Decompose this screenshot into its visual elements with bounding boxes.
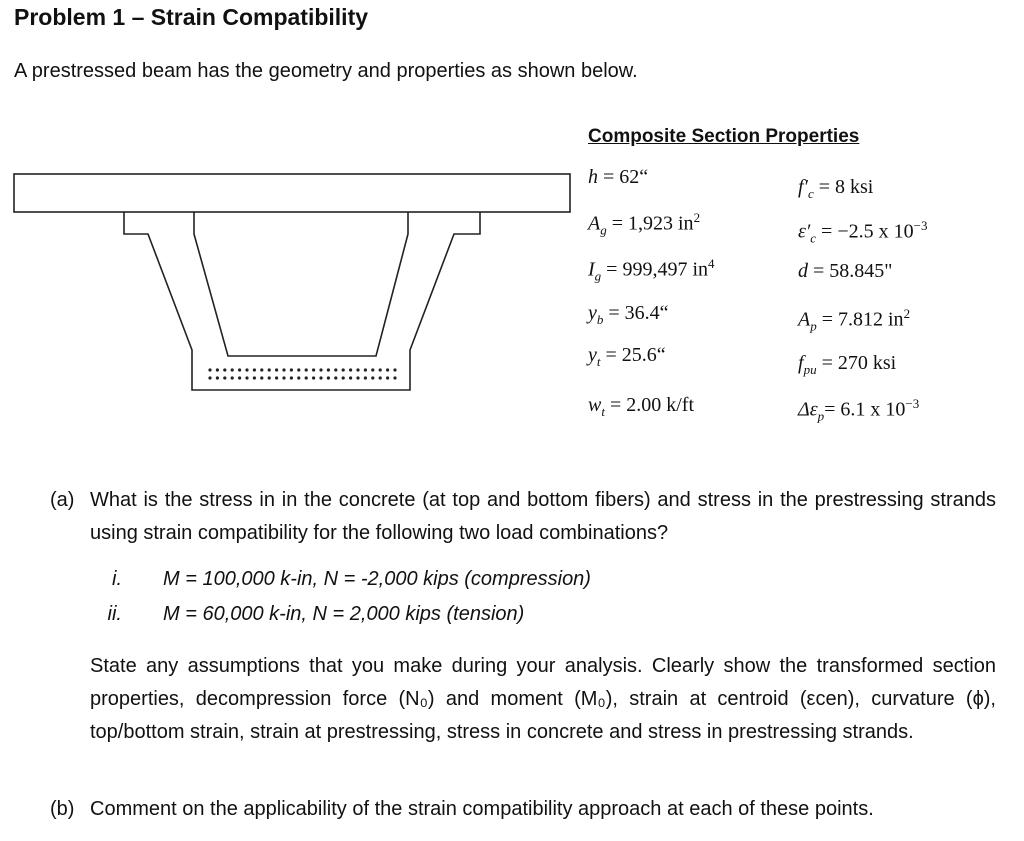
strand [238, 368, 241, 371]
strand [305, 376, 308, 379]
strand [268, 368, 271, 371]
strand [349, 368, 352, 371]
strand [312, 368, 315, 371]
strand [223, 368, 226, 371]
strand [356, 368, 359, 371]
part-a-label: (a) [50, 489, 75, 511]
strand [305, 368, 308, 371]
girder-void [194, 212, 408, 356]
strand [327, 376, 330, 379]
girder-outline-left [124, 212, 312, 390]
beam-cross-section [12, 170, 572, 400]
strand [371, 376, 374, 379]
strand [386, 376, 389, 379]
strand [253, 368, 256, 371]
case-2-text: M = 60,000 k-in, N = 2,000 kips (tension) [163, 603, 525, 625]
strand [238, 376, 241, 379]
strand [393, 368, 396, 371]
prestressing-strands [208, 368, 396, 379]
strand [342, 368, 345, 371]
part-b-question: Comment on the applicability of the strain compatibility approach at each of these points. [90, 798, 874, 820]
strand [297, 368, 300, 371]
property-right-1: $\varepsilon'_c = -2.5$ x $10^{-3}$ [798, 218, 928, 246]
property-right-5: $\Delta\varepsilon_p= 6.1$ x $10^{-3}$ [798, 396, 920, 424]
property-left-4: $y_t$ = 25.6“ [588, 344, 666, 369]
strand [342, 376, 345, 379]
strand [356, 376, 359, 379]
case-1-text: M = 100,000 k-in, N = -2,000 kips (compression) [163, 568, 591, 590]
property-left-2: $I_g = 999,497$ $in^4$ [588, 256, 715, 284]
strand [275, 376, 278, 379]
strand [393, 376, 396, 379]
property-left-3: $y_b$ = 36.4“ [588, 302, 669, 327]
property-left-0: h = 62“ [588, 166, 649, 188]
property-left-1: $A_g = 1,923$ $in^2$ [588, 210, 701, 238]
strand [327, 368, 330, 371]
strand [386, 368, 389, 371]
part-a [50, 484, 996, 550]
strand [223, 376, 226, 379]
problem-heading: Problem 1 – Strain Compatibility [14, 4, 369, 30]
strand [297, 376, 300, 379]
strand [319, 368, 322, 371]
strand [253, 376, 256, 379]
strand [231, 376, 234, 379]
properties-title: Composite Section Properties [588, 126, 860, 147]
strand [282, 376, 285, 379]
strand [216, 376, 219, 379]
strand [334, 376, 337, 379]
property-right-0: $f'_c = 8$ ksi [798, 176, 874, 201]
case-1-number: i. [112, 568, 122, 590]
strand [216, 368, 219, 371]
strand [364, 376, 367, 379]
property-left-5: $w_t = 2.00$ k/ft [588, 394, 695, 419]
property-right-4: $f_{pu} = 270$ ksi [798, 352, 897, 377]
strand [334, 368, 337, 371]
girder-outline-right [312, 212, 480, 390]
part-b [50, 798, 874, 821]
strand [208, 376, 211, 379]
strand [364, 368, 367, 371]
strand [312, 376, 315, 379]
property-right-2: d = 58.845" [798, 260, 893, 282]
part-b-label: (b) [50, 798, 75, 820]
strand [290, 368, 293, 371]
strand [208, 368, 211, 371]
case-2-number: ii. [107, 603, 122, 625]
part-a-question: What is the stress in in the concrete (at top and bottom fibers) and stress in the prestressing strands using strain compatibility for the following two load combinations? [90, 489, 996, 544]
property-right-3: $A_p = 7.812$ $in^2$ [798, 306, 911, 334]
strand [319, 376, 322, 379]
strand [275, 368, 278, 371]
strand [282, 368, 285, 371]
strand [290, 376, 293, 379]
deck-slab [14, 174, 570, 212]
strand [260, 376, 263, 379]
strand [260, 368, 263, 371]
strand [245, 368, 248, 371]
strand [379, 368, 382, 371]
strand [268, 376, 271, 379]
intro-text: A prestressed beam has the geometry and properties as shown below. [14, 60, 638, 82]
strand [245, 376, 248, 379]
strand [231, 368, 234, 371]
strand [371, 368, 374, 371]
strand [379, 376, 382, 379]
strand [349, 376, 352, 379]
part-a-instructions: State any assumptions that you make during your analysis. Clearly show the transformed section properties, decompression force (N₀) and moment (M₀), strain at centroid (εcen), curvature (ϕ), top/bottom strain, strain at prestressing, stress in concrete and stress in prestressing strands. [90, 655, 996, 743]
